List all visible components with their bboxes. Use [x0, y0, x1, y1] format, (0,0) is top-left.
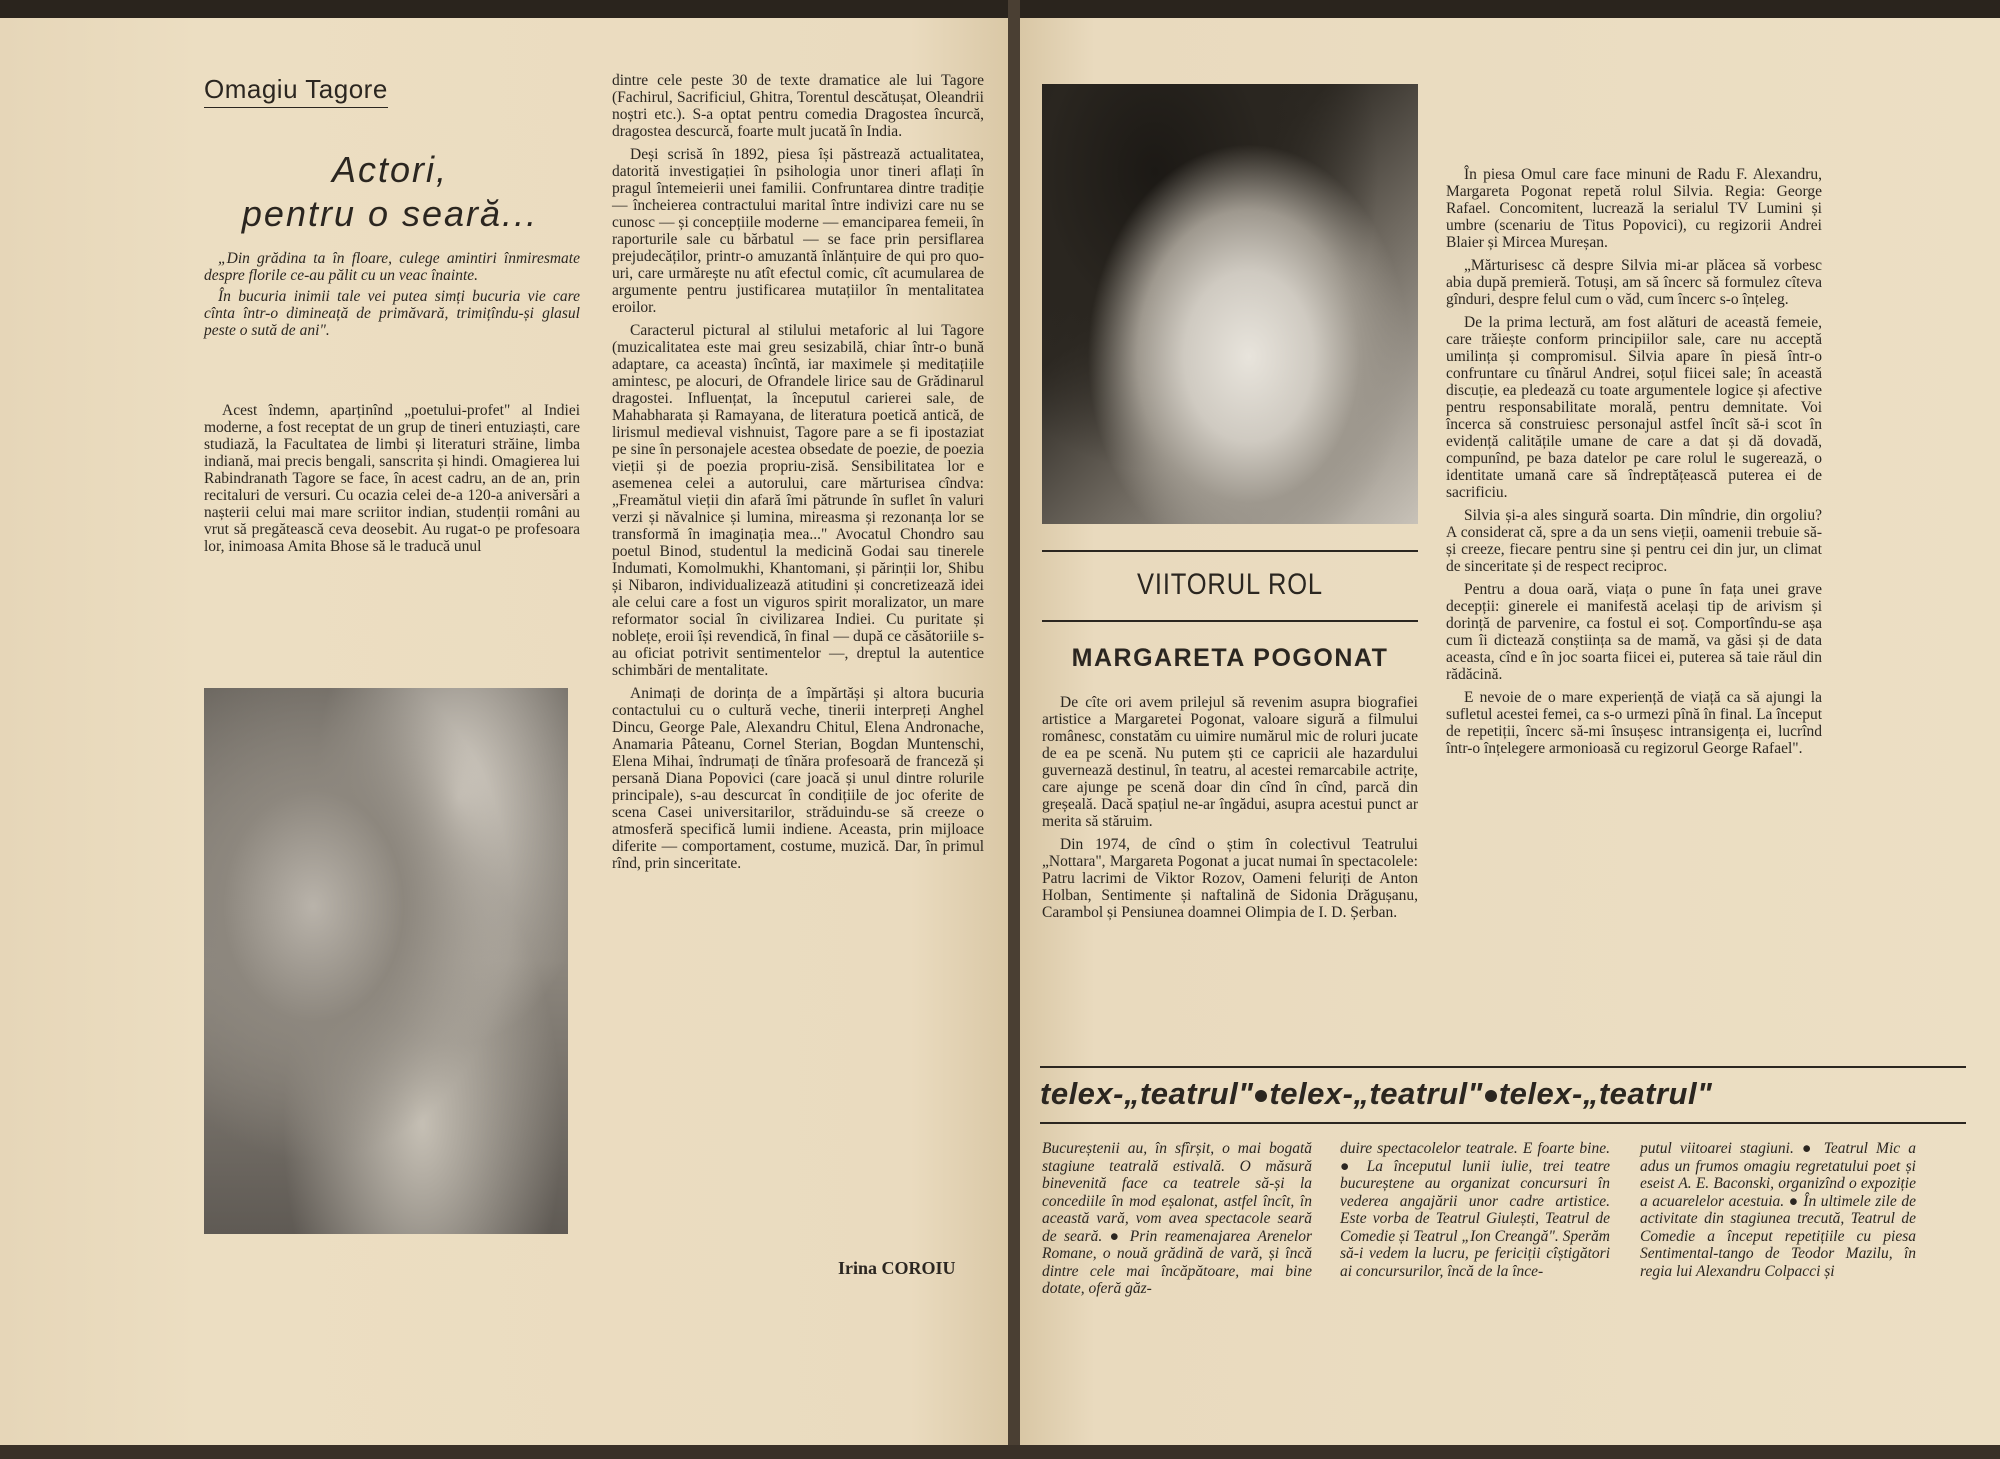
stage-photo [204, 688, 568, 1234]
telex-text: duire spectacolelor teatrale. E foarte bine. ● La începutul lunii iulie, trei teatre bucureștene au organizat concursuri în vederea angajării unor cadre artistice. Este vorba de Teatrul Giulești, Teatrul de Comedie și Teatrul „Ion Creangă". Sperăm să-i vedem la lucru, pe fericiții cîștigători ai concursurilor, încă de la înce- [1340, 1140, 1610, 1280]
paragraph: „Mărturisesc că despre Silvia mi-ar plăcea să vorbesc abia după premieră. Totuși, am să încerc să formulez cîteva gînduri, despre felul cum o văd, cum încerc s-o înțeleg. [1446, 257, 1822, 308]
bottom-edge [0, 1445, 2000, 1459]
paragraph: Din 1974, de cînd o știm în colectivul Teatrului „Nottara", Margareta Pogonat a jucat numai în spectacolele: Patru lacrimi de Viktor Rozov, Oameni feluriți de Anton Holban, Sentimente și naftalină de Sidonia Drăgușanu, Carambol și Pensiunea doamnei Olimpia de I. D. Șerban. [1042, 836, 1418, 921]
intro-paragraph: În bucuria inimii tale vei putea simți bucuria vie care cînta într-o dimineață de primăvară, trimițîndu-și glasul peste o sută de ani". [204, 288, 580, 339]
telex-banner-label: telex-„teatrul" [1040, 1076, 1254, 1111]
portrait-photo [1042, 84, 1418, 524]
paragraph: Silvia și-a ales singură soarta. Din mîndrie, din orgoliu? A considerat că, spre a da un sens vieții, oamenii trebuie să-și creeze, fiecare pentru sine și pentru cei din jur, un climat de sinceritate și de respect reciproc. [1446, 507, 1822, 575]
telex-rule-top [1040, 1066, 1966, 1068]
telex-column-1 [1042, 1140, 1312, 1298]
telex-text: putul viitoarei stagiuni. ● Teatrul Mic a adus un frumos omagiu regretatului poet și eseist A. E. Baconski, organizînd o expoziție a acuarelelor acestuia. ● În ultimele zile de activitate din stagiunea trecută, Teatrul de Comedie a început repetițiile cu piesa Sentimental-tango de Teodor Mazilu, în regia lui Alexandru Colpacci și [1640, 1140, 1916, 1280]
paragraph: De la prima lectură, am fost alături de această femeie, care trăiește conform principiilor sale, care nu acceptă umilința și compromisul. Silvia apare în piesă într-o confruntare cu tînărul Andrei, soțul fiicei sale; în această discuție, ea pledează cu toate argumentele logice și afective pentru responsabilitate morală, pentru demnitate. Voi încerca să construiesc personajul astfel încît să-i scot în evidență calitățile umane de care a dat și dă dovadă, compunînd, pe baza datelor pe care rolul le sugerează, o identitate umană care să îndreptățească puterea ei de sacrificiu. [1446, 314, 1822, 501]
telex-banner-label: telex-„teatrul" [1498, 1076, 1713, 1111]
section-title: Omagiu Tagore [204, 74, 388, 108]
book-spine [1008, 0, 1020, 1459]
headline-line-1: Actori, [331, 149, 449, 190]
paragraph: Acest îndemn, aparținînd „poetului-profet" al Indiei moderne, a fost receptat de un grup de tineri entuziaști, care studiază, la Facultatea de limbi și literaturi străine, limba indiană, mai precis bengali, sanscrita și hindi. Omagierea lui Rabindranath Tagore se face, în acest cadru, an de an, prin recitaluri de versuri. Cu ocazia celei de-a 120-a aniversări a nașterii celui mai mare scriitor indian, studenții români au vrut să pregătească ceva deosebit. Au rugat-o pe profesoara lor, inimoasa Amita Bhose să le traducă unul [204, 402, 580, 555]
rule-middle [1042, 620, 1418, 622]
telex-banner [1040, 1076, 1966, 1112]
rol-title: VIITORUL ROL [1137, 568, 1323, 601]
intro-quote [204, 250, 580, 343]
left-column-2 [612, 72, 984, 878]
right-column-b [1446, 166, 1822, 763]
bullet-icon [1255, 1090, 1267, 1102]
right-column-a [1042, 694, 1418, 927]
paragraph: În piesa Omul care face minuni de Radu F. Alexandru, Margareta Pogonat repetă rolul Silvia. Regia: George Rafael. Concomitent, lucrează la serialul TV Lumini și umbre (scenariu de Titus Popovici), cu regizorii Andrei Blaier și Mircea Mureșan. [1446, 166, 1822, 251]
paragraph: Animați de dorința de a împărtăși și altora bucuria contactului cu o cultură veche, tinerii interpreți Anghel Dincu, George Pale, Alexandru Chitul, Elena Andronache, Anamaria Pâteanu, Cornel Sterian, Bogdan Muntenschi, Elena Mihai, îndrumați de tînăra profesoară de franceză și persană Diana Popovici (care joacă și unul dintre rolurile principale), s-au descurcat în condițiile de joc oferite de scena Casei universitarilor, străduindu-se să creeze o atmosferă specifică lumii indiene. Aceasta, prin mijloace diferite — comportament, costume, muzică. Dar, în primul rînd, prin sinceritate. [612, 685, 984, 872]
paragraph: dintre cele peste 30 de texte dramatice ale lui Tagore (Fachirul, Sacrificiul, Ghitra, Torentul descătușat, Oleandrii noștri etc.). S-a optat pentru comedia Dragostea încurcă, dragostea descurcă, foarte mult jucată în India. [612, 72, 984, 140]
bullet-icon [1485, 1090, 1497, 1102]
author-signature: Irina COROIU [838, 1258, 956, 1278]
paragraph: De cîte ori avem prilejul să revenim asupra biografiei artistice a Margaretei Pogonat, valoare sigură a filmului românesc, constatăm cu uimire numărul mic de roluri jucate de ea pe scenă. Nu putem ști ce capricii ale hazardului guvernează destinul, în teatru, al acestei remarcabile actrițe, care ajunge pe scenă doar din cînd în cînd, parcă din greșeală. Dacă spațiul ne-ar îngădui, asupra acestui punct ar merita să stăruim. [1042, 694, 1418, 830]
headline-line-2: pentru o seară... [241, 193, 539, 234]
paragraph: Caracterul pictural al stilului metaforic al lui Tagore (muzicalitatea este mai greu sesizabilă, chiar într-o bună adaptare, ca aceasta) încîntă, iar maximele și meditațiile amintesc, pe alocuri, de Ofrandele lirice sau de Grădinarul dragostei. Influențat, la începutul carierei sale, de Mahabharata și Ramayana, de literatura poetică antică, de lirismul medieval vishnuist, Tagore pare a se fi ipostaziat pe sine în personajele acestea obsedate de poezie, de poezia vieții și de poezia propriu-zisă. Sensibilitatea lor e asemenea celei a autorului, care mărturisea cîndva: „Freamătul vieții din afară îmi pătrunde în suflet în valuri verzi și năvalnice și lumina, mireasma și rezonanța lor se transformă în imaginația mea..." Avocatul Chondro sau poetul Binod, studentul la medicină Godai sau tinerele Indumati, Komolmukhi, Khantomani, și părinții lor, Shibu și Nibaron, individualizează atitudini și concretizează idei ale celui care a fost un viguros spirit moralizator, un mare reformator social în civilizarea Indiei. Cu puritate și noblețe, eroii își revendică, în final — după ce căsătoriile s-au oficiat potrivit sentimentelor —, dreptul la autentice schimbări de mentalitate. [612, 322, 984, 679]
telex-rule-bottom [1040, 1122, 1966, 1124]
telex-column-3 [1640, 1140, 1916, 1280]
rule-top [1042, 550, 1418, 552]
telex-text: Bucureștenii au, în sfîrșit, o mai bogată stagiune teatrală estivală. O măsură binevenită face ca teatrele să-și la concediile în mod eșalonat, astfel încît, în această vară, vom avea spectacole seară de seară. ● Prin reamenajarea Arenelor Romane, o nouă grădină de vară, și încă dintre cele mai încăpătoare, mai bine dotate, oferă găz- [1042, 1140, 1312, 1297]
paragraph: Deși scrisă în 1892, piesa își păstrează actualitatea, datorită investigației în psihologia unor tineri aflați în pragul întemeierii unei familii. Confruntarea dintre tradiție — încheierea contractului marital între indivizi care nu se cunosc — și concepțiile moderne — emanciparea femeii, în raporturile sale cu bărbatul — se face prin persiflarea prejudecăților, printr-o amuzantă înlănțuire de qui pro quo-uri, care urmărește nu atît efectul comic, cît acumularea de argumente pentru justificarea mutațiilor în mentalitatea eroilor. [612, 146, 984, 316]
left-column-1 [204, 402, 580, 561]
article-headline [200, 148, 580, 236]
telex-banner-label: telex-„teatrul" [1269, 1076, 1483, 1111]
actor-name: MARGARETA POGONAT [1071, 644, 1389, 672]
paragraph: E nevoie de o mare experiență de viață ca să ajungi la sufletul acestei femei, ca s-o urmezi pînă în final. La început de repetiții, încerc să-mi însușesc intransigența ei, lucrînd într-o înțelegere armonioasă cu regizorul George Rafael". [1446, 689, 1822, 757]
intro-paragraph: „Din grădina ta în floare, culege amintiri înmiresmate despre florile ce-au pălit cu un veac înainte. [204, 250, 580, 284]
telex-column-2 [1340, 1140, 1610, 1280]
paragraph: Pentru a doua oară, viața o pune în fața unei grave decepții: ginerele ei manifestă același tip de arivism și dorință de parvenire, ca fostul ei soț. Comportîndu-se așa cum îi dictează conștiința sa de mamă, va găsi și de data aceasta, cînd e în joc soarta fiicei ei, puterea să taie răul din rădăcină. [1446, 581, 1822, 683]
